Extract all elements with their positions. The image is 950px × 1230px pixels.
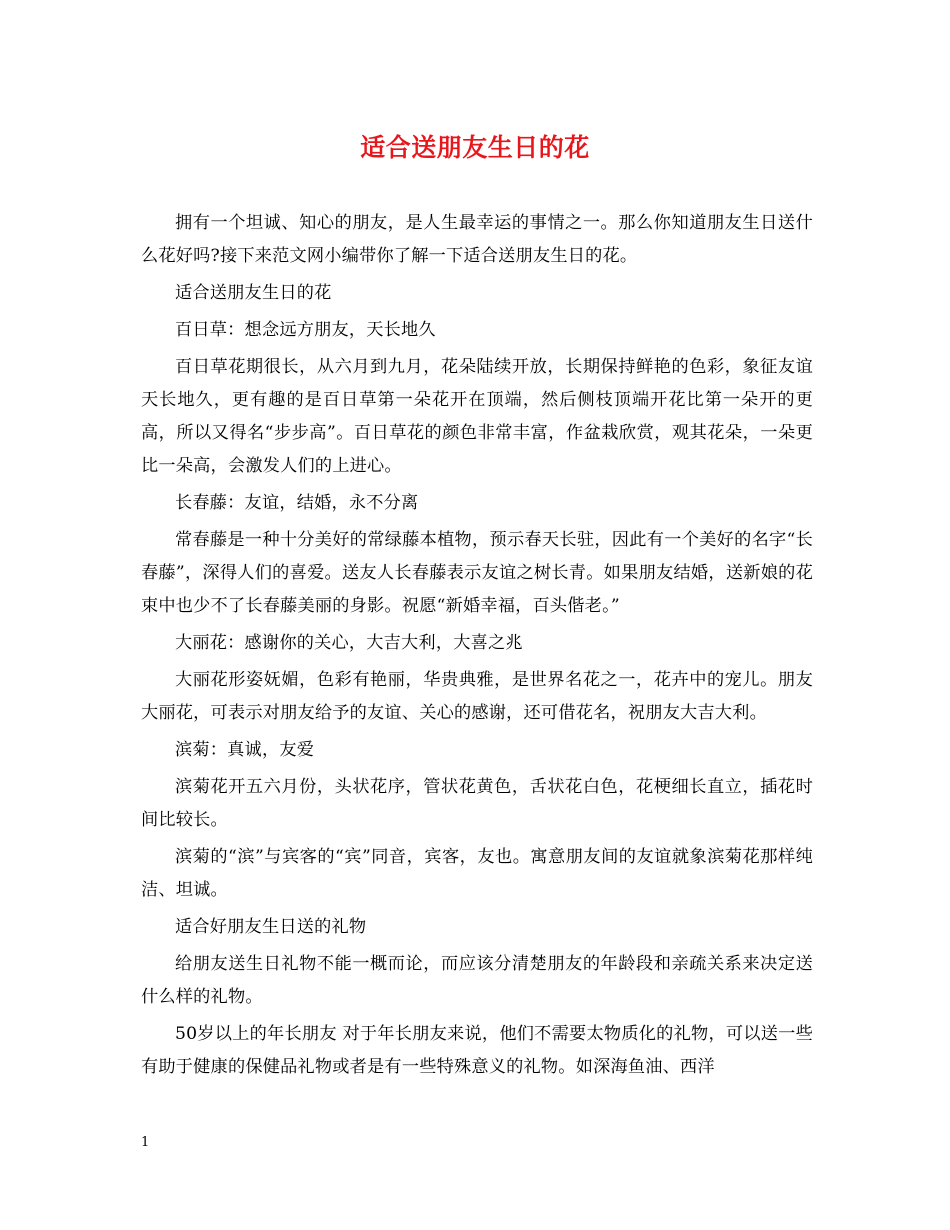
- paragraph-gifts-elder: 50岁以上的年长朋友 对于年长朋友来说，他们不需要太物质化的礼物，可以送一些有助于健康的保健品礼物或者是有一些特殊意义的礼物。如深海鱼油、西洋: [141, 1024, 813, 1077]
- page-number: 1: [141, 1135, 150, 1150]
- flower-heading-dahlia: 大丽花：感谢你的关心，大吉大利，大喜之兆: [175, 633, 523, 653]
- document-title: 适合送朋友生日的花: [360, 133, 590, 162]
- section-heading-gifts: 适合好朋友生日送的礼物: [175, 917, 367, 937]
- paragraph-ivy: 常春藤是一种十分美好的常绿藤本植物，预示春天长驻，因此有一个美好的名字“长春藤”，深得人们的喜爱。送友人长春藤表示友谊之树长青。如果朋友结婚，送新娘的花束中也少不了长春藤美丽的身影。祝愿“新婚幸福，百头偕老。”: [141, 530, 813, 616]
- flower-heading-ivy: 长春藤：友谊，结婚，永不分离: [175, 493, 419, 513]
- document-body: [141, 207, 813, 1088]
- paragraph-zinnia: 百日草花期很长，从六月到九月，花朵陆续开放，长期保持鲜艳的色彩，象征友谊天长地久，更有趣的是百日草第一朵花开在顶端，然后侧枝顶端开花比第一朵开的更高，所以又得名“步步高”。百日草花的颜色非常丰富，作盆栽欣赏，观其花朵，一朵更比一朵高，会激发人们的上进心。: [141, 357, 813, 476]
- section-heading-flowers: 适合送朋友生日的花: [175, 283, 332, 303]
- paragraph-gifts-intro: 给朋友送生日礼物不能一概而论，而应该分清楚朋友的年龄段和亲疏关系来决定送什么样的礼物。: [141, 954, 813, 1007]
- paragraph-intro: 拥有一个坦诚、知心的朋友，是人生最幸运的事情之一。那么你知道朋友生日送什么花好吗?接下来范文网小编带你了解一下适合送朋友生日的花。: [141, 213, 813, 266]
- paragraph-daisy-2: 滨菊的“滨”与宾客的“宾”同音，宾客，友也。寓意朋友间的友谊就象滨菊花那样纯洁、坦诚。: [141, 847, 813, 900]
- paragraph-dahlia: 大丽花形姿妩媚，色彩有艳丽，华贵典雅，是世界名花之一，花卉中的宠儿。朋友大丽花，可表示对朋友给予的友谊、关心的感谢，还可借花名，祝朋友大吉大利。: [141, 670, 813, 723]
- flower-heading-daisy: 滨菊：真诚，友爱: [175, 740, 315, 760]
- paragraph-daisy-1: 滨菊花开五六月份，头状花序，管状花黄色，舌状花白色，花梗细长直立，插花时间比较长。: [141, 777, 813, 830]
- flower-heading-zinnia: 百日草：想念远方朋友，天长地久: [175, 320, 436, 340]
